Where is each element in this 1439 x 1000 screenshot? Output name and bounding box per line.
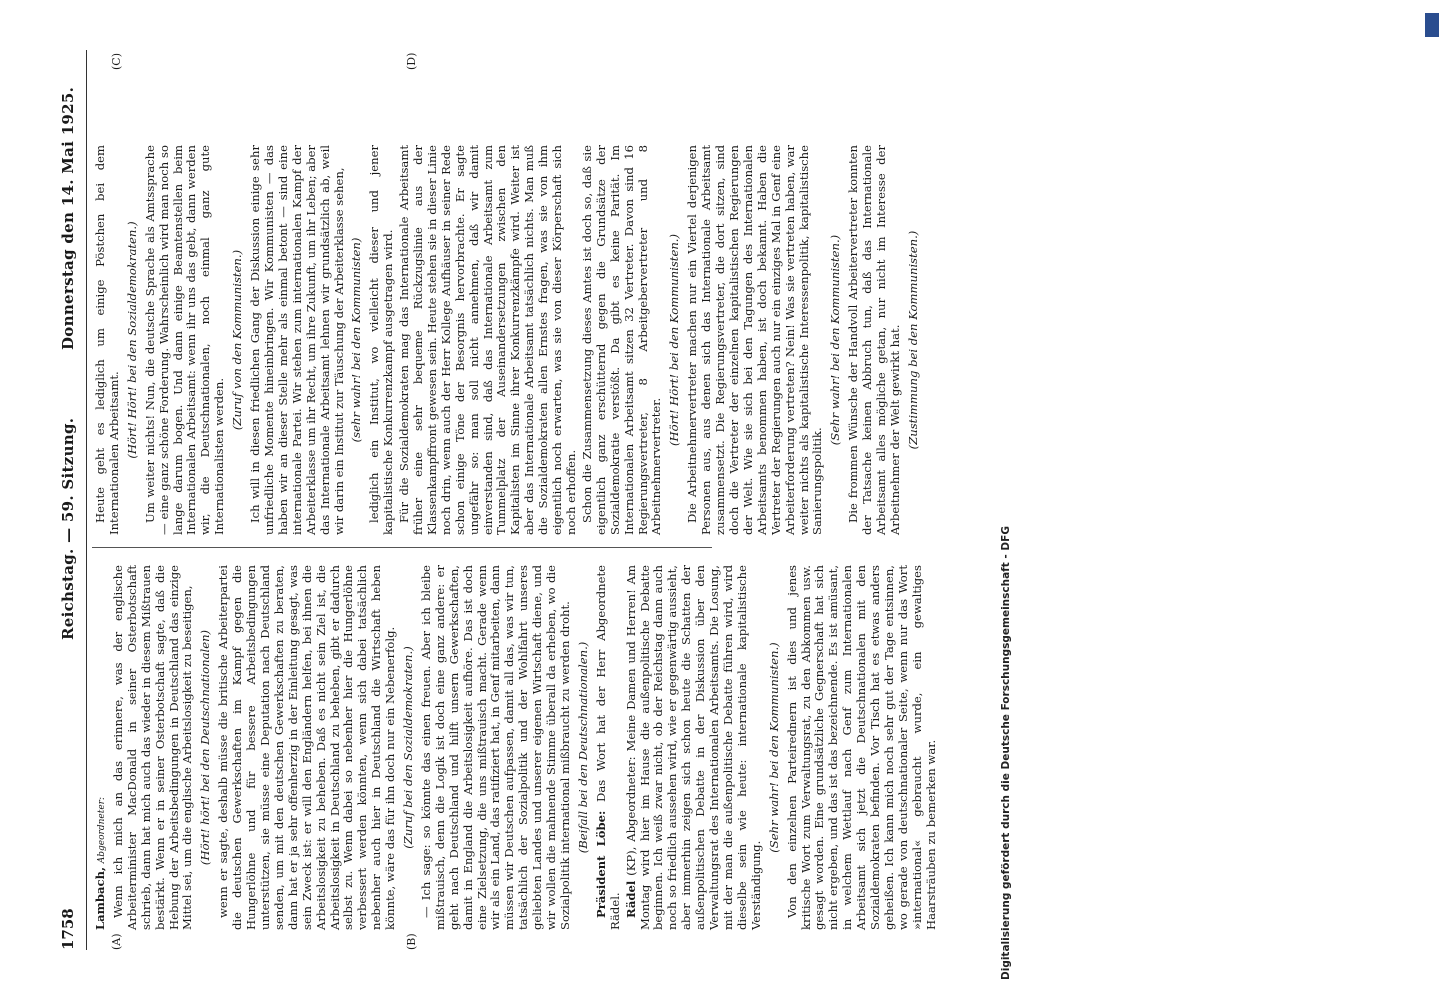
paragraph: Für die Sozialdemokraten mag das Internationale Arbeitsamt früher eine sehr bequeme Rückzugslinie aus der Klassenkampffront gewesen sein. Heute stehen sie in dieser Linie noch drin, wenn auch der Herr Kollege Aufhäuser in seiner Rede schon einige Töne der Besorgnis hervorbrachte. Er sagte ungefähr so: man soll nicht annehmen, daß wir damit einverstanden sind, daß das Internationale Arbeitsamt zum Tummelplatz der Auseinandersetzungen zwischen den Kapitalisten im Sinne ihrer Konkurrenzkämpfe wird. Weiter ist aber das Internationale Arbeitsamt tatsächlich nichts. Man muß die Sozialdemokraten allen Ernstes fragen, was sie von ihm eigentlich noch erwarten, was sie von dieser Körperschaft sich noch erhoffen. xyxy=(397,145,578,535)
margin-mark-b: (B) xyxy=(405,933,418,950)
right-column xyxy=(93,145,920,535)
margin-mark-a: (A) xyxy=(110,933,123,950)
interjection: (Beifall bei den Deutschnationalen.) xyxy=(575,641,590,854)
paragraph: Von den einzelnen Parteirednern ist dies und jenes kritische Wort zum Verwaltungsrat, zu den Abkommen usw. gesagt worden. Eine grundsätzliche Gegnerschaft hat sich nicht ergeben, und das ist das bezeichnende. Es ist amüsant, in welchem Wettlauf nach Genf zum Internationalen Arbeitsamt sich jetzt die Deutschnationalen mit den Sozialdemokraten befinden. Vor Tisch hat es etwas anders geheißen. Ich kann mich noch sehr gut der Tage entsinnen, wo gerade von deutschnationaler Seite, wenn nur das Wort »international« gebraucht wurde, ein gewaltiges Haarsträuben zu bemerken war. xyxy=(784,565,938,930)
speaker-name: Lambach, xyxy=(93,866,107,930)
interjection: (Zustimmung bei den Kommunisten.) xyxy=(905,230,920,450)
left-column xyxy=(93,565,938,930)
column-divider xyxy=(92,547,712,548)
paragraph: Die Arbeitnehmervertreter machen nur ein Viertel derjenigen Personen aus, aus denen sich das Internationale Arbeitsamt zusammensetzt. Die Regierungsvertreter, die dort sitzen, sind doch die Vertreter der einzelnen kapitalistischen Regierungen der Welt. Wie sie sich bei den Tagungen des Internationalen Arbeitsamts benommen haben, ist doch bekannt. Haben die Vertreter der Regierungen auch nur ein einziges Mal in Genf eine Arbeiterforderung vertreten? Nein! Was sie vertreten haben, war weiter nichts als kapitalistische Interessenpolitik, kapitalistische Sanierungspolitik. xyxy=(685,145,825,535)
digitization-credit: Digitalisierung gefördert durch die Deutsche Forschungsgemeinschaft - DFG xyxy=(1000,526,1012,980)
interjection: (Hört! Hört! bei den Kommunisten.) xyxy=(667,234,682,447)
paragraph: Um weiter nichts! Nun, die deutsche Sprache als Amtssprache — eine ganz schöne Forderung. Wahrscheinlich wird man noch so lange darum bogen. Und dann einige Beamtenstellen beim Internationalen Arbeitsamt: wenn ihr uns das gebt, dann werden wir, die Deutschnationalen, noch einmal ganz gute Internationalisten werden. xyxy=(142,145,227,535)
paragraph: wenn er sagte, deshalb müsse die britische Arbeiterpartei die deutschen Gewerkschaften im Kampf gegen die Hungerlöhne und für bessere Arbeitsbedingungen unterstützen, sie müsse eine Deputation nach Deutschland senden, um mit den deutschen Gewerkschaften zu beraten, dann hat er ja sehr offenherzig in der Einleitung gesagt, was sein Zweck ist: er will den Engländern helfen, bei ihnen die Arbeitslosigkeit zu beheben. Daß es nicht sein Ziel ist, die Arbeitslosigkeit in Deutschland zu beheben, gibt er dadurch selbst zu. Wenn dabei so nebenher hier die Hungerlöhne verbessert werden könnten, wenn sich dabei tatsächlich nebenher auch hier in Deutschland die Wirtschaft heben könnte, wäre das für ihn doch nur ein Nebenerfolg. xyxy=(216,565,398,930)
paragraph: Heute geht es lediglich um einige Pöstchen bei dem Internationalen Arbeitsamt. xyxy=(93,145,121,535)
interjection: (Hört! Hört! bei den Sozialdemokraten.) xyxy=(124,221,139,459)
paragraph: (KP), Abgeordneter: Meine Damen und Herren! Am Montag wird hier im Hause die außenpolitische Debatte beginnen. Ich weiß zwar nicht, ob der Reichstag dann auch noch so friedlich aussehen wird, wie er gegenwärtig aussieht, aber immerhin zeigen sich schon heute die Schatten der außenpolitischen Debatte in der Diskussion über den Verwaltungsrat des Internationalen Arbeitsamts. Die Losung, mit der man die außenpolitische Debatte führen wird, wird dieselbe sein wie heute: internationale kapitalistische Verständigung. xyxy=(623,565,763,930)
speaker-role: Abgeordneter: xyxy=(97,797,107,864)
interjection: (Sehr wahr! bei den Kommunisten.) xyxy=(766,642,781,853)
interjection: (sehr wahr! bei den Kommunisten) xyxy=(349,237,364,443)
speaker-name: Rädel xyxy=(623,880,638,918)
paragraph: Die frommen Wünsche der Handvoll Arbeitervertreter konnten der Tatsache keinen Abbruch tun, daß das Internationale Arbeitsamt alles mögliche getan, nur nicht im Interesse der Arbeitnehmer der Welt gewirkt hat. xyxy=(846,145,902,535)
page-number: 1758 xyxy=(59,908,77,950)
page-header xyxy=(50,50,90,950)
header-rule xyxy=(86,50,87,950)
interjection: (Sehr wahr! bei den Kommunisten.) xyxy=(828,234,843,446)
rotated-page-content xyxy=(50,50,1390,950)
paragraph: — Ich sage: so könnte das einen freuen. Aber ich bleibe mißtrauisch, denn die Logik ist doch eine ganz andere: er geht nach Deutschland und hilft unsern Gewerkschaften, damit in England die Arbeitslosigkeit aufhöre. Das ist doch eine Zielsetzung, die uns mißtrauisch macht. Gerade wenn wir als ein Land, das ratifiziert hat, in Genf mitarbeiten, dann müssen wir Deutschen aufpassen, damit all das, was wir tun, tatsächlich der Sozialpolitik und der Wohlfahrt unseres geliebten Landes und unserer eigenen Wirtschaft diene, und wir wollen die mahnende Stimme überall da erheben, wo die Sozialpolitik international mißbraucht zu werden droht. xyxy=(418,565,572,930)
paragraph: Wenn ich mich an das erinnere, was der englische Arbeiterminister MacDonald in seiner Osterbotschaft schrieb, dann hat mich auch das wieder in diesem Mißtrauen bestärkt. Wenn er in seiner Osterbotschaft sagte, daß die Hebung der Arbeitsbedingungen in Deutschland das einzige Mittel sei, um die englische Arbeitslosigkeit zu beseitigen, xyxy=(110,565,195,930)
paragraph: Schon die Zusammensetzung dieses Amtes ist doch so, daß sie eigentlich ganz erschütternd gegen die Grundsätze der Sozialdemokratie verstößt. Da gibt es keine Parität. Im Internationalen Arbeitsamt sitzen 32 Vertreter. Davon sind 16 Regierungsvertreter, 8 Arbeitgebervertreter und 8 Arbeitnehmervertreter. xyxy=(579,145,664,535)
paragraph: Ich will in diesen friedlichen Gang der Diskussion einige sehr unfriedliche Momente hineinbringen. Wir Kommunisten — das haben wir an dieser Stelle mehr als einmal betont — sind eine internationale Partei. Wir stehen zum internationalen Kampf der Arbeiterklasse um ihr Recht, um ihre Zukunft, um ihr Leben; aber das Internationale Arbeitsamt lehnen wir grundsätzlich ab, weil wir darin ein Institut zur Täuschung der Arbeiterklasse sehen, xyxy=(248,145,346,535)
margin-mark-d: (D) xyxy=(405,52,418,70)
header-title: Reichstag. — 59. Sitzung. xyxy=(59,417,77,640)
paragraph: Das Wort hat der Herr Abgeordnete Rädel. xyxy=(593,565,622,930)
margin-mark-c: (C) xyxy=(110,53,123,70)
paragraph: lediglich ein Institut, wo vielleicht dieser und jener kapitalistische Konkurrenzkampf ausgetragen wird. xyxy=(367,145,396,535)
interjection: (Zuruf von den Kommunisten.) xyxy=(230,249,245,431)
speaker-name: Präsident Löbe: xyxy=(593,810,608,918)
interjection: (Zuruf bei den Sozialdemokraten.) xyxy=(401,646,416,849)
dfg-logo-icon xyxy=(1425,13,1439,37)
interjection: (Hört! hört! bei den Deutschnationalen) xyxy=(198,629,213,866)
header-date: Donnerstag den 14. Mai 1925. xyxy=(59,86,77,350)
